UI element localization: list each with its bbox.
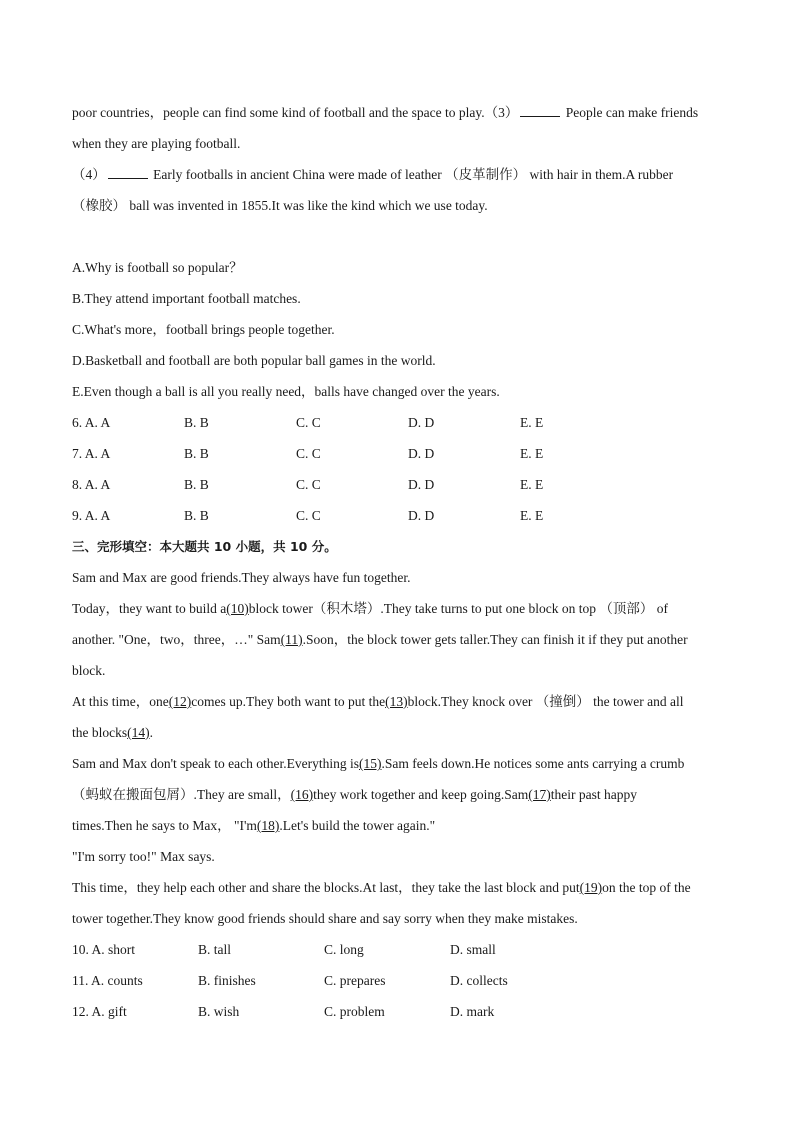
question-12-options: 12. A. gift B. wish C. problem D. mark xyxy=(72,1004,495,1019)
blank-14: (14) xyxy=(127,725,150,740)
question-9-options: 9. A. A B. B C. C D. D E. E xyxy=(72,508,544,523)
blank-15: (15) xyxy=(359,756,382,771)
exam-page xyxy=(72,97,732,1027)
blank-16: (16) xyxy=(290,787,314,802)
passage2-line-11: This time，they help each other and share the blocks.At last，they take the last block and put(19)on the top of the xyxy=(72,880,691,895)
blank-11: (11) xyxy=(280,632,303,647)
answer-blank-4 xyxy=(108,166,148,179)
passage2-line-12: tower together.They know good friends should share and say sorry when they make mistakes. xyxy=(72,911,578,926)
answer-blank-3 xyxy=(520,104,560,117)
question-7-options: 7. A. A B. B C. C D. D E. E xyxy=(72,446,544,461)
passage2-line-5: At this time，one(12)comes up.They both want to put the(13)block.They knock over （撞倒） the tower and all xyxy=(72,694,684,709)
passage2-line-6: the blocks(14). xyxy=(72,725,153,740)
section-3-heading: 三、完形填空：本大题共 10 小题，共 10 分。 xyxy=(72,539,337,554)
passage2-line-10: "I'm sorry too!" Max says. xyxy=(72,849,215,864)
passage1-line-4: （橡胶） ball was invented in 1855.It was like the kind which we use today. xyxy=(72,198,488,213)
choice-e: E.Even though a ball is all you really need，balls have changed over the years. xyxy=(72,384,500,399)
passage2-line-2: Today，they want to build a(10)block tower（积木塔）.They take turns to put one block on top （顶部） of xyxy=(72,601,668,616)
question-8-options: 8. A. A B. B C. C D. D E. E xyxy=(72,477,544,492)
passage2-line-7: Sam and Max don't speak to each other.Everything is(15).Sam feels down.He notices some ants carrying a crumb xyxy=(72,756,685,771)
passage2-line-4: block. xyxy=(72,663,106,678)
passage2-line-9: times.Then he says to Max， "I'm(18).Let's build the tower again." xyxy=(72,818,436,833)
passage2-line-1: Sam and Max are good friends.They always have fun together. xyxy=(72,570,411,585)
passage1-line-3: （4） Early footballs in ancient China were made of leather （皮革制作） with hair in them.A rubber xyxy=(72,167,674,182)
question-6-options: 6. A. A B. B C. C D. D E. E xyxy=(72,415,544,430)
spacer xyxy=(72,221,732,252)
blank-18: (18) xyxy=(256,818,280,833)
question-11-options: 11. A. counts B. finishes C. prepares D. collects xyxy=(72,973,508,988)
passage1-line-2: when they are playing football. xyxy=(72,136,241,151)
blank-19: (19) xyxy=(579,880,603,895)
blank-13: (13) xyxy=(385,694,408,709)
blank-17: (17) xyxy=(528,787,551,802)
passage2-line-3: another. "One，two，three，…" Sam(11).Soon，the block tower gets taller.They can finish it if they put another xyxy=(72,632,688,647)
choice-b: B.They attend important football matches. xyxy=(72,291,301,306)
choice-c: C.What's more，football brings people together. xyxy=(72,322,335,337)
blank-10: (10) xyxy=(226,601,249,616)
question-10-options: 10. A. short B. tall C. long D. small xyxy=(72,942,496,957)
passage1-line-1: poor countries，people can find some kind of football and the space to play.（3） People can make friends xyxy=(72,105,699,120)
choice-a: A.Why is football so popular？ xyxy=(72,260,243,275)
blank-12: (12) xyxy=(168,694,192,709)
passage2-line-8: （蚂蚁在搬面包屑）.They are small，(16)they work together and keep going.Sam(17)their past happy xyxy=(72,787,638,802)
choice-d: D.Basketball and football are both popular ball games in the world. xyxy=(72,353,436,368)
